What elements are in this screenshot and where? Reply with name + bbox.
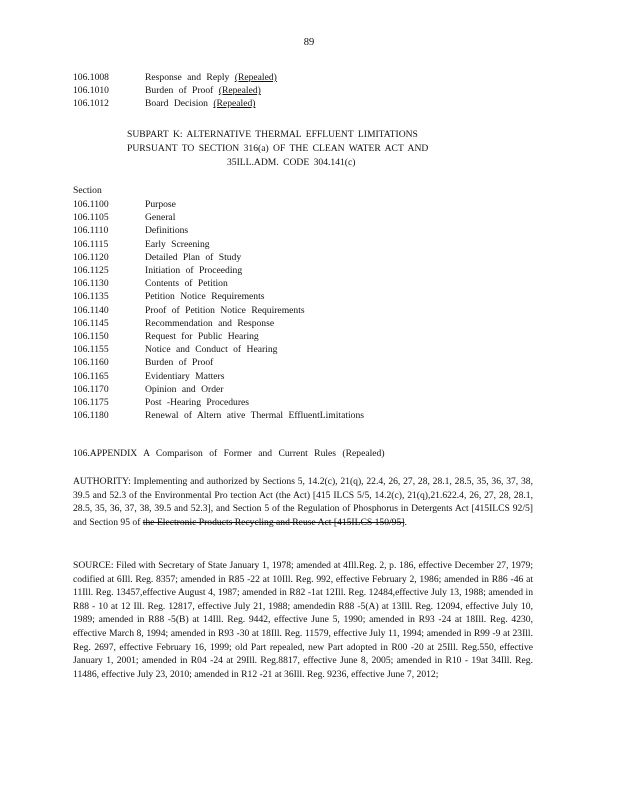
- section-number: 106.1165: [73, 370, 109, 382]
- toc-row: [73, 251, 364, 264]
- section-number: 106.1105: [73, 212, 109, 224]
- section-title: Purpose: [145, 199, 176, 210]
- section-number: 106.1008: [73, 72, 109, 83]
- section-title: Petition Notice Requirements: [145, 291, 265, 303]
- toc-row: [73, 97, 277, 110]
- toc-row: [73, 264, 364, 277]
- section-number: 106.1012: [73, 98, 109, 110]
- section-title: Burden of Proof (Repealed): [145, 85, 261, 97]
- section-title: Evidentiary Matters: [145, 370, 225, 382]
- section-title: Initiation of Proceeding: [145, 265, 243, 277]
- section-number: 106.1145: [73, 317, 109, 329]
- toc-row: [73, 317, 364, 330]
- section-number: 106.1010: [73, 85, 109, 97]
- section-number: 106.1155: [73, 344, 109, 356]
- struck-text: the Electronic Products Recycling and Reuse Act [415ILCS 150/95]: [142, 516, 405, 528]
- section-title: Board Decision (Repealed): [145, 98, 256, 110]
- toc-row: [73, 277, 364, 290]
- page-number: 89: [303, 37, 315, 48]
- toc-row: [73, 304, 364, 317]
- authority-paragraph: [73, 475, 533, 529]
- section-title: Post -Hearing Procedures: [145, 397, 250, 409]
- section-number: 106.1135: [73, 291, 109, 303]
- toc-row: [73, 370, 364, 383]
- section-label: Section: [73, 185, 102, 196]
- section-number: 106.1140: [73, 304, 109, 316]
- section-number: 106.1150: [73, 331, 109, 343]
- toc-row: [73, 211, 364, 224]
- section-title: Burden of Proof: [145, 357, 214, 369]
- section-title: Request for Public Hearing: [145, 331, 259, 343]
- section-title: Renewal of Altern ative Thermal EffluentLimitations: [145, 410, 364, 422]
- section-title: General: [145, 212, 176, 224]
- section-list: [73, 198, 364, 422]
- section-title: Contents of Petition: [145, 278, 228, 290]
- repealed-status: (Repealed): [213, 98, 256, 110]
- subpart-line-2: PURSUANT TO SECTION 316(a) OF THE CLEAN WATER ACT AND: [127, 143, 429, 155]
- toc-row: [73, 330, 364, 343]
- toc-row: [73, 84, 277, 97]
- section-title: Response and Reply (Repealed): [145, 72, 277, 83]
- section-title: Early Screening: [145, 238, 210, 250]
- toc-row: [73, 238, 364, 251]
- section-number: 106.1115: [73, 238, 109, 250]
- toc-row: [73, 356, 364, 369]
- toc-row: [73, 383, 364, 396]
- section-number: 106.1130: [73, 278, 109, 290]
- toc-row: [73, 198, 364, 211]
- section-number: 106.1175: [73, 397, 109, 409]
- source-paragraph: SOURCE: Filed with Secretary of State January 1, 1978; amended at 4Ill.Reg. 2, p. 186, effective December 27, 1979; codified at 6Ill. Reg. 8357; amended in R85 -22 at 10Ill. Reg. 992, effective February 2, 1986; amended in R86 -46 at 11Ill. Reg. 13457,effective August 4, 1987; amended in R82 -1at 12Ill. Reg. 12484,effective July 13, 1988; amended in R88 - 10 at 12 Ill. Reg. 12817, effective July 21, 1988; amendedin R88 -5(A) at 13Ill. Reg. 12094, effective July 10, 1989; amended in R88 -5(B) at 14Ill. Reg. 9442, effective June 5, 1990; amended in R93 -24 at 18Ill. Reg. 4230, effective March 8, 1994; amended in R93 -30 at 18Ill. Reg. 11579, effective July 11, 1994; amended in R99 -9 at 23Ill. Reg. 2697, effective February 16, 1999; old Part repealed, new Part adopted in R00 -20 at 25Ill. Reg.550, effective January 1, 2001; amended in R04 -24 at 29Ill. Reg.8817, effective June 8, 2005; amended in R10 - 19at 34Ill. Reg. 11486, effective July 23, 2010; amended in R12 -21 at 36Ill. Reg. 9236, effective June 7, 2012;: [73, 560, 533, 680]
- subpart-line-3: 35ILL.ADM. CODE 304.141(c): [227, 157, 356, 169]
- section-title: Detailed Plan of Study: [145, 251, 242, 263]
- section-number: 106.1110: [73, 225, 109, 237]
- subpart-heading: [127, 128, 492, 171]
- top-section-list: [73, 71, 277, 111]
- section-number: 106.1125: [73, 265, 109, 277]
- section-title: Recommendation and Response: [145, 317, 275, 329]
- section-title: Definitions: [145, 225, 189, 237]
- subpart-line-1: SUBPART K: ALTERNATIVE THERMAL EFFLUENT LIMITATIONS: [127, 129, 418, 140]
- authority-text: AUTHORITY: Implementing and authorized by Sections 5, 14.2(c), 21(q), 22.4, 26, 27, 28, 28.1, 28.5, 35, 36, 37, 38, 39.5 and 52.3 of the Environmental Pro tection Act (the Act) [415 ILCS 5/5, 14.2(c), 21(q),21.622.4, 26, 27, 28, 28.1, 28.5, 35, 36, 37, 38, 39.5 and 52.3], and Section 5 of the Regulation of Phosphorus in Detergents Act [415ILCS 92/5] and Section 95 of: [73, 476, 533, 528]
- authority-end: .: [404, 516, 407, 528]
- appendix-line: 106.APPENDIX A Comparison of Former and Current Rules (Repealed): [73, 448, 385, 459]
- repealed-status: (Repealed): [218, 85, 261, 97]
- section-number: 106.1160: [73, 357, 109, 369]
- section-title: Notice and Conduct of Hearing: [145, 344, 278, 356]
- toc-row: [73, 290, 364, 303]
- section-number: 106.1120: [73, 251, 109, 263]
- section-number: 106.1170: [73, 383, 109, 395]
- toc-row: [73, 343, 364, 356]
- section-number: 106.1180: [73, 410, 109, 422]
- section-number: 106.1100: [73, 199, 109, 210]
- repealed-status: (Repealed): [234, 72, 277, 83]
- toc-row: [73, 224, 364, 237]
- toc-row: [73, 409, 364, 422]
- section-title: Proof of Petition Notice Requirements: [145, 304, 305, 316]
- toc-row: [73, 71, 277, 84]
- section-title: Opinion and Order: [145, 383, 224, 395]
- toc-row: [73, 396, 364, 409]
